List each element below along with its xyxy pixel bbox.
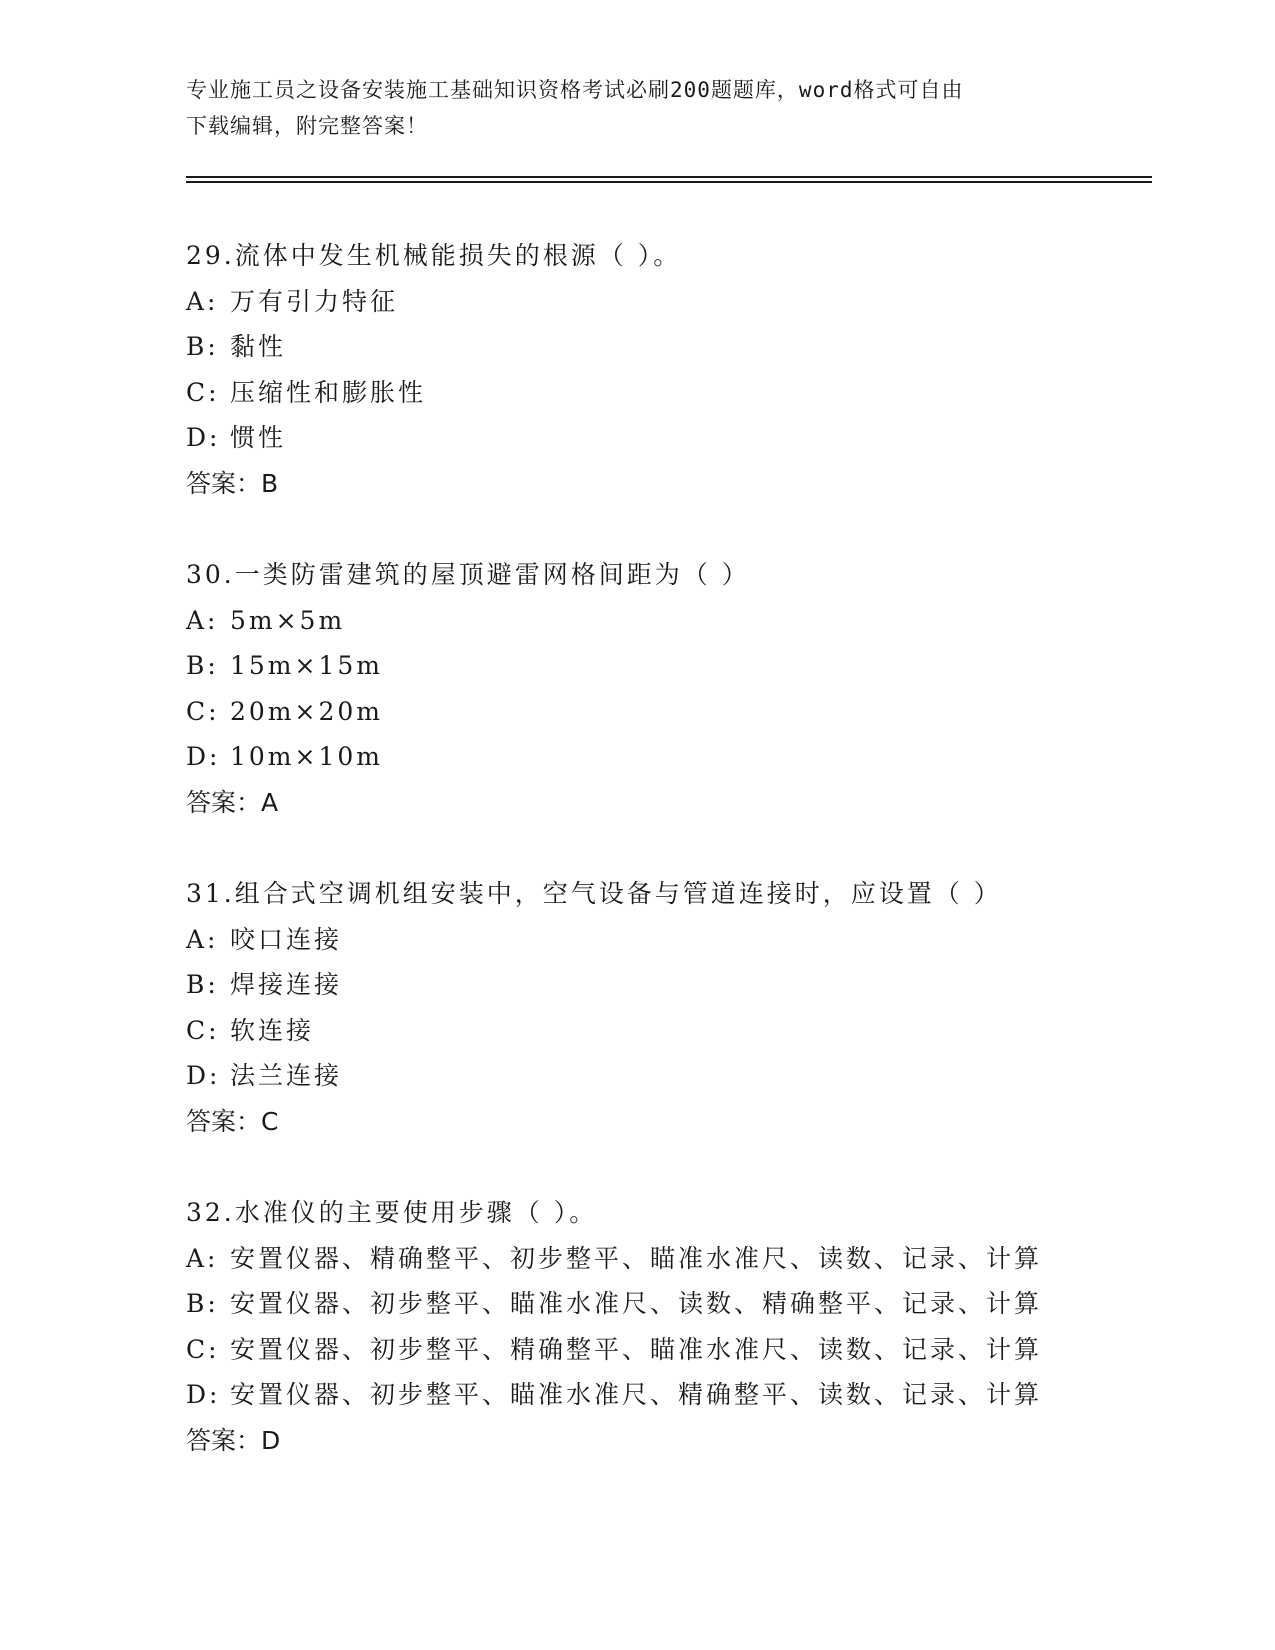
option-a [186,1236,1086,1282]
option-d [186,734,1086,780]
option-text: 黏性 [230,332,287,361]
question-block [186,233,1086,506]
option-letter: D: [186,1380,221,1409]
option-letter: A: [186,605,219,635]
document-header [186,72,1066,144]
question-block [186,1190,1086,1463]
option-text: 10m×10m [230,742,383,771]
question-title: 30.一类防雷建筑的屋顶避雷网格间距为（ ） [186,560,750,589]
option-d [186,415,1086,461]
header-divider-top [186,176,1152,178]
option-text: 安置仪器、初步整平、精确整平、瞄准水准尺、读数、记录、计算 [230,1334,1043,1364]
option-text: 惯性 [230,423,287,452]
option-text: 安置仪器、精确整平、初步整平、瞄准水准尺、读数、记录、计算 [230,1243,1043,1273]
header-line-1: 专业施工员之设备安装施工基础知识资格考试必刷200题题库，word格式可自由 [186,78,964,102]
option-letter: B: [186,1289,219,1318]
option-text: 安置仪器、初步整平、瞄准水准尺、读数、精确整平、记录、计算 [230,1289,1043,1318]
option-c [186,689,1086,735]
option-text: 法兰连接 [230,1061,343,1090]
question-title: 29.流体中发生机械能损失的根源（ ）。 [186,241,682,270]
option-text: 软连接 [230,1015,315,1045]
option-letter: B: [186,332,219,361]
question-title: 32.水准仪的主要使用步骤（ ）。 [186,1198,598,1227]
option-c [186,370,1086,416]
option-letter: A: [186,286,219,316]
question-block [186,552,1086,825]
option-b [186,324,1086,370]
option-letter: A: [186,1243,219,1273]
option-letter: B: [186,651,219,680]
answer-line: 答案：A [186,787,279,817]
option-c [186,1327,1086,1373]
option-d [186,1053,1086,1099]
option-b [186,643,1086,689]
option-text: 安置仪器、初步整平、瞄准水准尺、精确整平、读数、记录、计算 [230,1380,1043,1409]
option-letter: C: [186,1015,220,1045]
option-text: 焊接连接 [230,970,343,999]
answer-line: 答案：D [186,1425,281,1455]
option-a [186,279,1086,325]
option-text: 咬口连接 [230,924,343,954]
option-letter: A: [186,924,219,954]
answer-line: 答案：C [186,1106,279,1136]
option-letter: D: [186,423,221,452]
option-letter: D: [186,742,221,771]
option-text: 15m×15m [230,651,383,680]
option-letter: C: [186,1334,220,1364]
option-a [186,598,1086,644]
option-text: 压缩性和膨胀性 [230,377,427,407]
option-letter: C: [186,377,220,407]
option-letter: C: [186,696,220,726]
header-divider-bottom [186,181,1152,183]
option-text: 5m×5m [230,605,346,635]
option-letter: D: [186,1061,221,1090]
option-text: 20m×20m [230,696,383,726]
option-d [186,1372,1086,1418]
option-letter: B: [186,970,219,999]
option-text: 万有引力特征 [230,286,399,316]
option-b [186,962,1086,1008]
option-c [186,1008,1086,1054]
question-block [186,871,1086,1144]
option-b [186,1281,1086,1327]
answer-line: 答案：B [186,468,279,498]
option-a [186,917,1086,963]
header-line-2: 下载编辑，附完整答案！ [186,114,428,138]
question-title: 31.组合式空调机组安装中，空气设备与管道连接时，应设置（ ） [186,879,1002,908]
